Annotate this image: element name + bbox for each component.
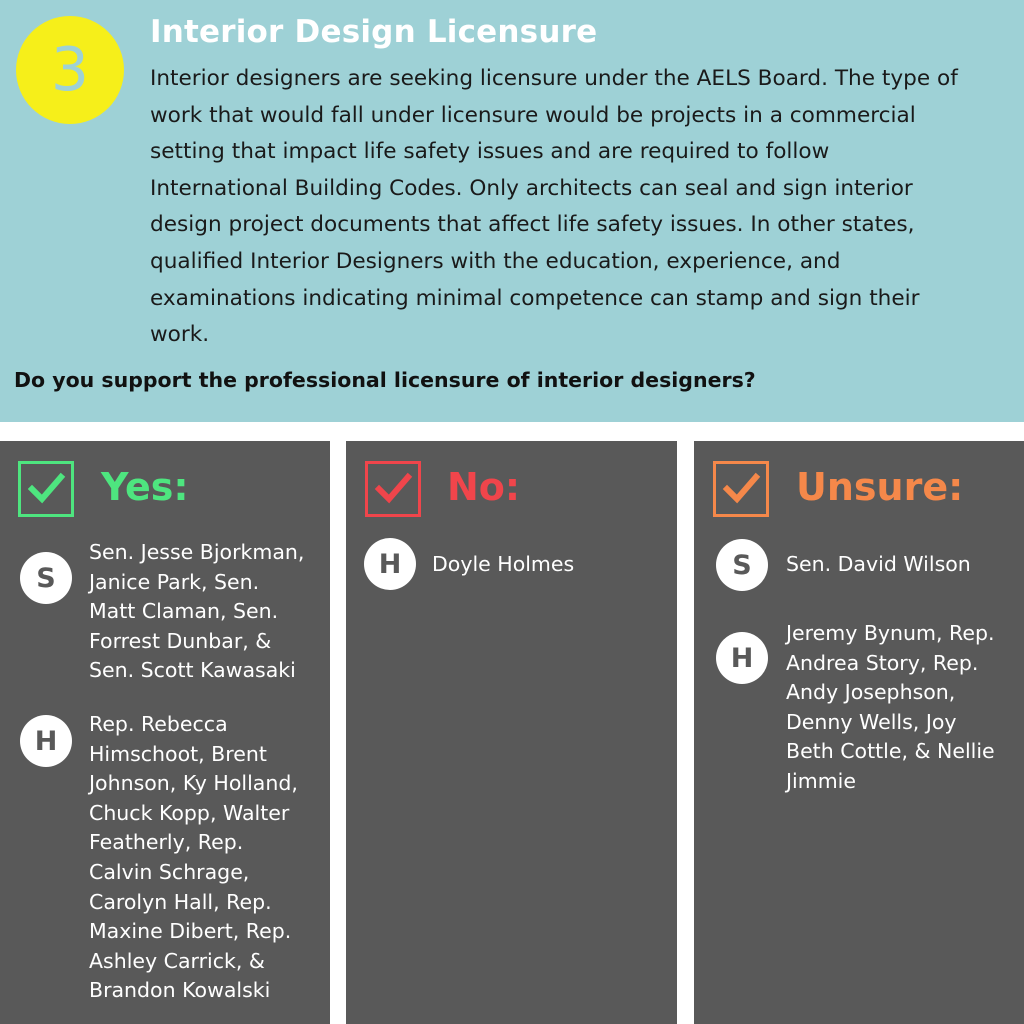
name-line: Jeremy Bynum, Rep. (786, 621, 995, 645)
name-line: Maxine Dibert, Rep. (89, 919, 292, 944)
unsure-house-names (786, 619, 995, 797)
description (150, 61, 1010, 354)
name-line: Himschoot, Brent (89, 741, 267, 766)
senate-badge-icon: S (716, 539, 768, 591)
name-line: Janice Park, Sen. (89, 569, 260, 594)
name-line: Denny Wells, Joy (786, 709, 957, 734)
name-line: Rep. Rebecca (89, 712, 228, 736)
no-heading: No: (447, 465, 521, 509)
name-line: Sen. David Wilson (786, 552, 971, 576)
name-line: Carolyn Hall, Rep. (89, 889, 272, 914)
name-line: Featherly, Rep. (89, 830, 244, 855)
name-line: Jimmie (786, 768, 856, 793)
name-line: Ashley Carrick, & (89, 948, 265, 973)
name-line: Andrea Story, Rep. (786, 650, 979, 675)
name-line: Sen. Jesse Bjorkman, (89, 540, 305, 564)
unsure-heading: Unsure: (796, 465, 964, 509)
survey-question: Do you support the professional licensure of interior designers? (14, 368, 756, 392)
name-line: Doyle Holmes (432, 552, 575, 576)
yes-senate-names (89, 538, 304, 686)
name-line: Sen. Scott Kawasaki (89, 658, 296, 683)
description-line: Interior designers are seeking licensure under the AELS Board. The type of (150, 66, 958, 91)
name-line: Beth Cottle, & Nellie (786, 739, 995, 764)
yes-heading: Yes: (101, 465, 189, 509)
house-badge-icon: H (364, 538, 416, 590)
description-line: design project documents that affect life safety issues. In other states, (150, 212, 915, 238)
house-badge-icon: H (20, 715, 72, 767)
description-line: examinations indicating minimal competence can stamp and sign their (150, 285, 920, 311)
item-number: 3 (50, 35, 90, 105)
yes-column (0, 441, 330, 1024)
no-column (346, 441, 677, 1024)
no-checkbox-icon (365, 461, 421, 517)
name-line: Matt Claman, Sen. (89, 599, 279, 624)
description-line: work. (150, 322, 210, 348)
description-line: setting that impact life safety issues and are required to follow (150, 139, 830, 165)
page-title: Interior Design Licensure (150, 14, 598, 50)
senate-badge-icon: S (20, 552, 72, 604)
unsure-senate-names (786, 550, 971, 580)
name-line: Chuck Kopp, Walter (89, 800, 290, 825)
yes-house-names (89, 710, 298, 1006)
item-number-badge (16, 16, 124, 124)
name-line: Forrest Dunbar, & (89, 628, 272, 653)
description-line: work that would fall under licensure would be projects in a commercial (150, 102, 916, 128)
name-line: Andy Josephson, (786, 680, 956, 705)
yes-checkbox-icon (18, 461, 74, 517)
no-house-names (432, 550, 574, 580)
unsure-checkbox-icon (713, 461, 769, 517)
description-line: International Building Codes. Only architects can seal and sign interior (150, 175, 913, 201)
house-badge-icon: H (716, 632, 768, 684)
name-line: Calvin Schrage, (89, 859, 250, 884)
name-line: Brandon Kowalski (89, 978, 271, 1003)
unsure-column (694, 441, 1024, 1024)
name-line: Johnson, Ky Holland, (89, 771, 298, 796)
header-section (0, 0, 1024, 422)
description-line: qualified Interior Designers with the education, experience, and (150, 248, 841, 274)
